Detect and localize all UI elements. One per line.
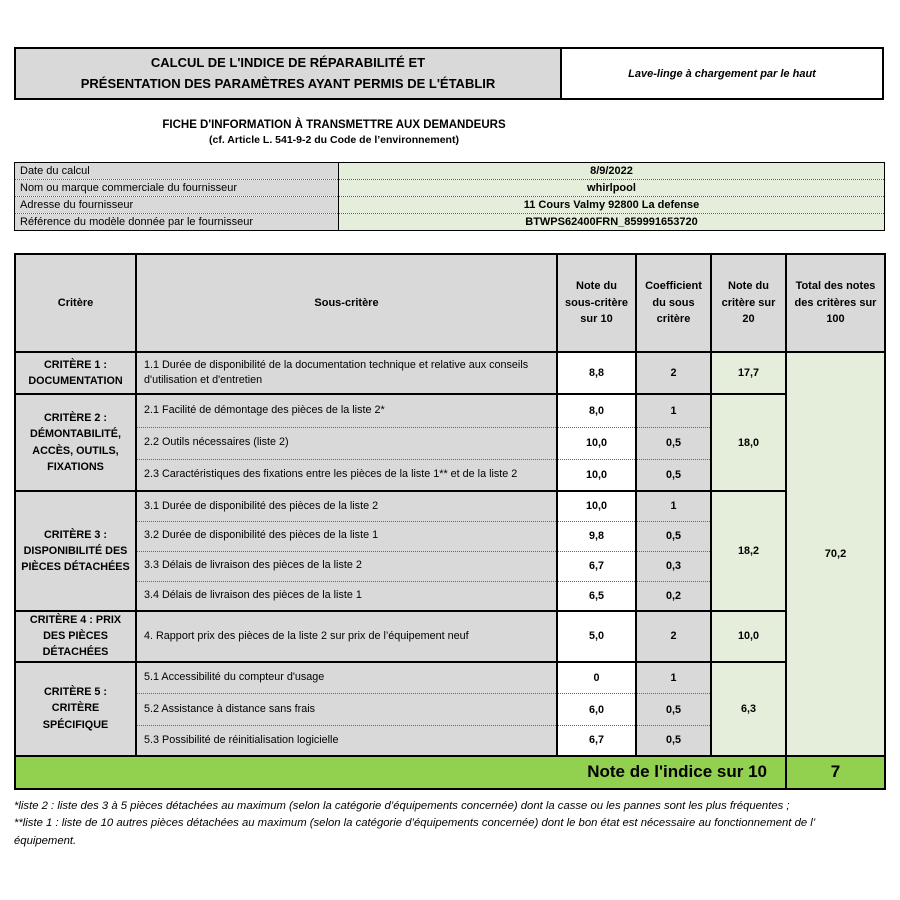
criterion-cell: CRITÈRE 3 : DISPONIBILITÉ DES PIÈCES DÉTACHÉES [15,491,136,611]
sub-criterion-cell: 3.4 Délais de livraison des pièces de la liste 1 [136,581,557,611]
sub-criterion-cell: 4. Rapport prix des pièces de la liste 2 sur prix de l’équipement neuf [136,611,557,662]
sub-criterion-cell: 5.1 Accessibilité du compteur d'usage [136,662,557,694]
sub-score-cell: 5,0 [557,611,636,662]
info-value: 8/9/2022 [339,163,885,180]
info-row-address [15,197,885,214]
sub-score-cell: 6,5 [557,581,636,611]
column-header-total: Total des notes des critères sur 100 [786,254,885,352]
criterion-cell: CRITÈRE 5 : CRITÈRE SPÉCIFIQUE [15,662,136,756]
column-header-criterion-score: Note du critère sur 20 [711,254,786,352]
page-title-line2: PRÉSENTATION DES PARAMÈTRES AYANT PERMIS DE L'ÉTABLIR [80,75,496,91]
index-value: 7 [786,756,885,789]
sub-score-cell: 6,7 [557,551,636,581]
index-row [15,756,885,789]
column-header-sub-criterion: Sous-critère [136,254,557,352]
sub-criterion-cell: 5.3 Possibilité de réinitialisation logicielle [136,726,557,756]
criterion-score-cell: 10,0 [711,611,786,662]
column-header-sub-score: Note du sous-critère sur 10 [557,254,636,352]
subtitle [14,119,654,146]
total-score-cell: 70,2 [786,352,885,756]
criterion-cell: CRITÈRE 4 : PRIX DES PIÈCES DÉTACHÉES [15,611,136,662]
coefficient-cell: 0,3 [636,551,711,581]
coefficient-cell: 0,2 [636,581,711,611]
info-row-model-reference [15,214,885,231]
footnotes [14,798,884,851]
sub-score-cell: 8,0 [557,394,636,427]
coefficient-cell: 1 [636,662,711,694]
table-row [15,394,885,427]
coefficient-cell: 0,5 [636,459,711,491]
sub-criterion-cell: 1.1 Durée de disponibilité de la documentation technique et relative aux conseils d'utilisation et d'entretien [136,352,557,394]
coefficient-cell: 0,5 [636,521,711,551]
criterion-score-cell: 17,7 [711,352,786,394]
info-value: whirlpool [339,180,885,197]
sub-criterion-cell: 3.3 Délais de livraison des pièces de la liste 2 [136,551,557,581]
footnote-liste2: *liste 2 : liste des 3 à 5 pièces détachées au maximum (selon la catégorie d’équipements concernée) dont la casse ou les pannes sont les plus fréquentes ; [14,799,790,812]
sub-score-cell: 0 [557,662,636,694]
coefficient-cell: 2 [636,611,711,662]
sub-score-cell: 9,8 [557,521,636,551]
info-label: Adresse du fournisseur [15,197,339,214]
coefficient-cell: 2 [636,352,711,394]
coefficient-cell: 1 [636,491,711,521]
document-header [14,47,884,100]
subtitle-line2: (cf. Article L. 541-9-2 du Code de l’environnement) [209,134,459,146]
coefficient-cell: 0,5 [636,427,711,459]
page-title-line1: CALCUL DE L'INDICE DE RÉPARABILITÉ ET [150,55,426,71]
sub-score-cell: 8,8 [557,352,636,394]
sub-score-cell: 10,0 [557,459,636,491]
criteria-table-header-row [15,254,885,352]
info-label: Date du calcul [15,163,339,180]
sub-criterion-cell: 3.2 Durée de disponibilité des pièces de la liste 1 [136,521,557,551]
criteria-table [14,253,886,790]
sub-score-cell: 10,0 [557,491,636,521]
footnote-liste1: **liste 1 : liste de 10 autres pièces détachées au maximum (selon la catégorie d’équipements concernée) dont le bon état est nécessaire au fonctionnement de l’ équipement. [14,817,815,847]
sheet-content [14,0,884,850]
index-label: Note de l'indice sur 10 [15,756,786,789]
column-header-criterion: Critère [15,254,136,352]
page-title [16,49,562,98]
criterion-score-cell: 18,0 [711,394,786,491]
sub-score-cell: 6,7 [557,726,636,756]
criterion-cell: CRITÈRE 2 : DÉMONTABILITÉ, ACCÈS, OUTILS, FIXATIONS [15,394,136,491]
criterion-score-cell: 6,3 [711,662,786,756]
table-row [15,662,885,694]
info-label: Référence du modèle donnée par le fournisseur [15,214,339,231]
sub-criterion-cell: 3.1 Durée de disponibilité des pièces de la liste 2 [136,491,557,521]
sub-score-cell: 6,0 [557,694,636,726]
info-label: Nom ou marque commerciale du fournisseur [15,180,339,197]
coefficient-cell: 0,5 [636,726,711,756]
info-value: BTWPS62400FRN_859991653720 [339,214,885,231]
sub-score-cell: 10,0 [557,427,636,459]
sub-criterion-cell: 2.3 Caractéristiques des fixations entre les pièces de la liste 1** et de la liste 2 [136,459,557,491]
table-row [15,491,885,521]
info-row-date [15,163,885,180]
criterion-score-cell: 18,2 [711,491,786,611]
criterion-cell: CRITÈRE 1 : DOCUMENTATION [15,352,136,394]
coefficient-cell: 1 [636,394,711,427]
sub-criterion-cell: 2.1 Facilité de démontage des pièces de la liste 2* [136,394,557,427]
table-row [15,611,885,662]
sub-criterion-cell: 2.2 Outils nécessaires (liste 2) [136,427,557,459]
column-header-coefficient: Coefficient du sous critère [636,254,711,352]
supplier-info-table [14,162,885,231]
sub-criterion-cell: 5.2 Assistance à distance sans frais [136,694,557,726]
product-category-label: Lave-linge à chargement par le haut [562,49,882,98]
subtitle-line1: FICHE D'INFORMATION À TRANSMETTRE AUX DEMANDEURS [162,119,506,131]
info-value: 11 Cours Valmy 92800 La defense [339,197,885,214]
coefficient-cell: 0,5 [636,694,711,726]
info-row-brand [15,180,885,197]
table-row [15,352,885,394]
